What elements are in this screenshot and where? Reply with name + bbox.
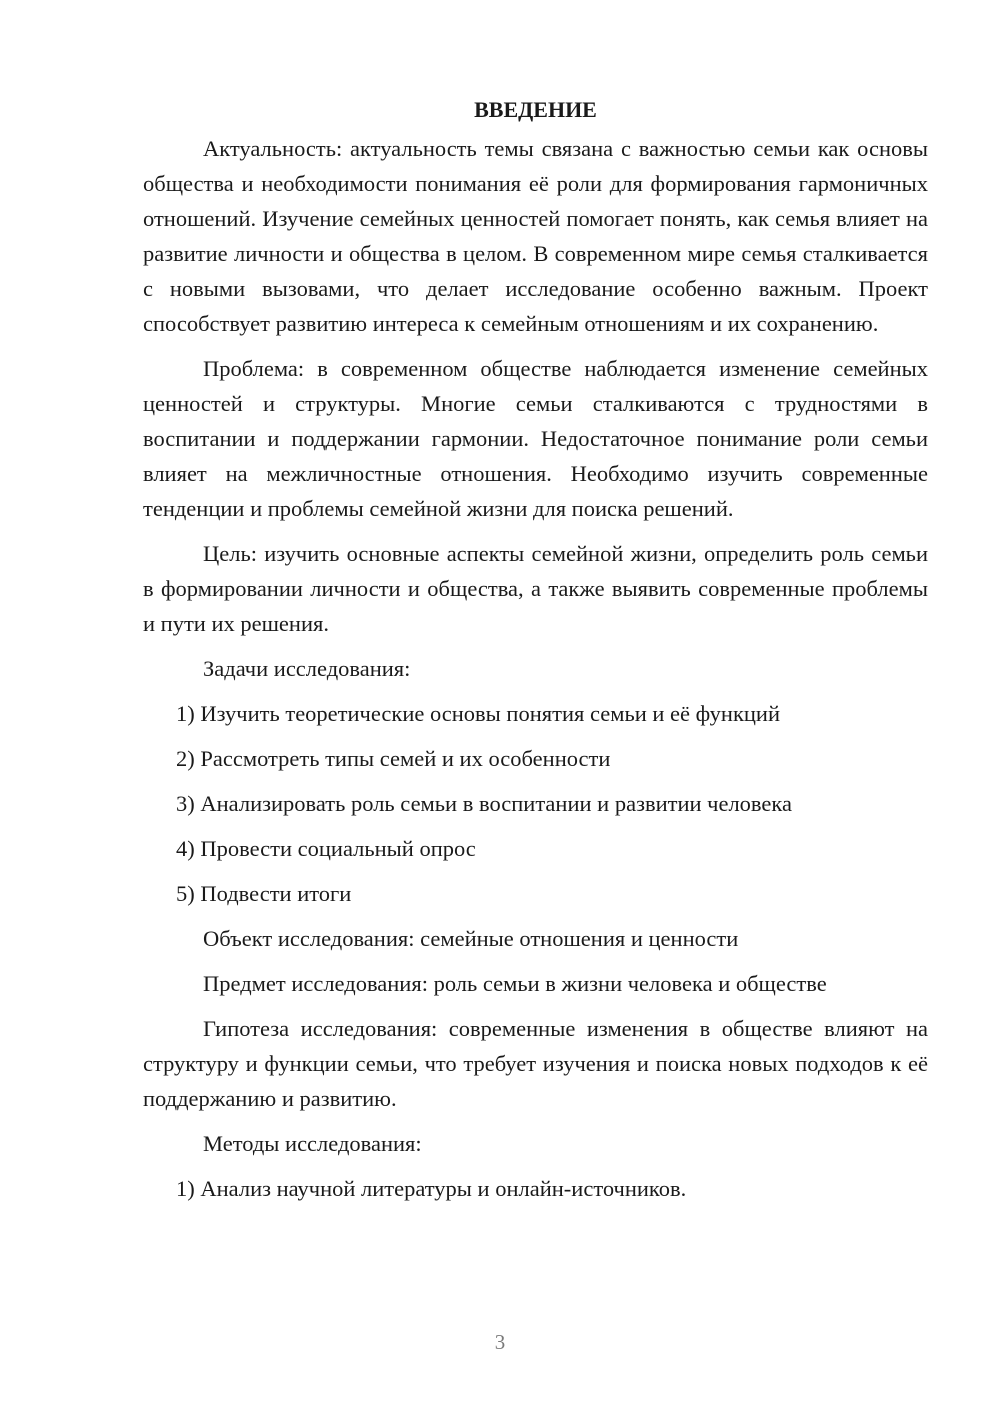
task-item-2: 2) Рассмотреть типы семей и их особенности <box>176 746 611 771</box>
page-number: 3 <box>494 1330 506 1354</box>
goal-paragraph: Цель: изучить основные аспекты семейной жизни, определить роль семьи в формировании личности и общества, а также выявить современные проблемы и пути их решения. <box>143 541 928 636</box>
task-item-1: 1) Изучить теоретические основы понятия семьи и её функций <box>176 701 780 726</box>
task-item-4: 4) Провести социальный опрос <box>176 836 476 861</box>
page-title: ВВЕДЕНИЕ <box>474 97 597 122</box>
tasks-heading: Задачи исследования: <box>203 656 411 681</box>
research-subject: Предмет исследования: роль семьи в жизни человека и обществе <box>203 971 827 996</box>
methods-heading: Методы исследования: <box>203 1131 422 1156</box>
task-item-3: 3) Анализировать роль семьи в воспитании и развитии человека <box>176 791 792 816</box>
problem-paragraph: Проблема: в современном обществе наблюдается изменение семейных ценностей и структуры. Многие семьи сталкиваются с трудностями в воспитании и поддержании гармонии. Недостаточное понимание роли семьи влияет на межличностные отношения. Необходимо изучить современные тенденции и проблемы семейной жизни для поиска решений. <box>143 356 928 521</box>
task-item-5: 5) Подвести итоги <box>176 881 352 906</box>
research-object: Объект исследования: семейные отношения и ценности <box>203 926 739 951</box>
hypothesis-paragraph: Гипотеза исследования: современные изменения в обществе влияют на структуру и функции семьи, что требует изучения и поиска новых подходов к её поддержанию и развитию. <box>143 1016 928 1111</box>
method-item-1: 1) Анализ научной литературы и онлайн-источников. <box>176 1176 687 1201</box>
relevance-paragraph: Актуальность: актуальность темы связана с важностью семьи как основы общества и необходимости понимания её роли для формирования гармоничных отношений. Изучение семейных ценностей помогает понять, как семья влияет на развитие личности и общества в целом. В современном мире семья сталкивается с новыми вызовами, что делает исследование особенно важным. Проект способствует развитию интереса к семейным отношениям и их сохранению. <box>143 136 928 336</box>
document-page <box>143 92 928 1216</box>
